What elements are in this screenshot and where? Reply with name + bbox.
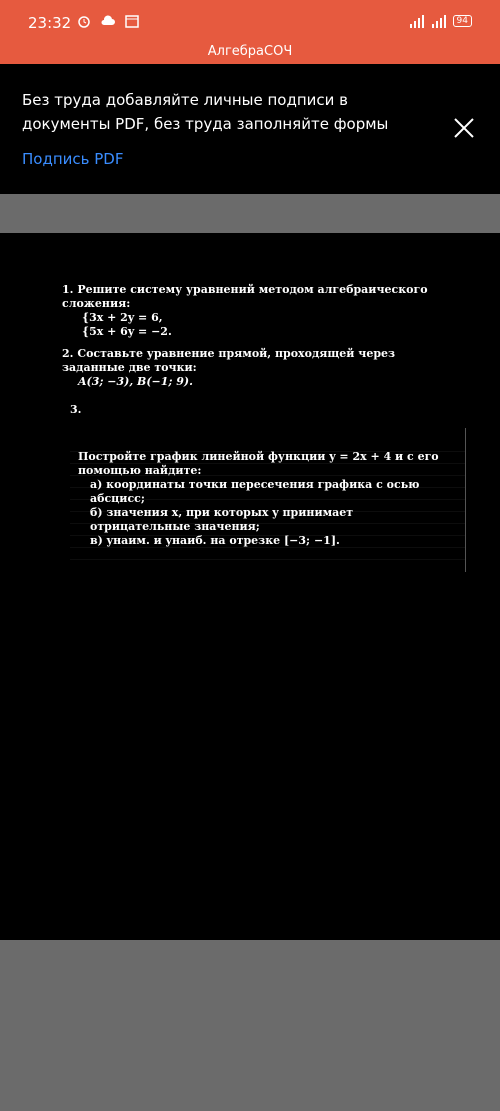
question-3: Постройте график линейной функции y = 2x + 4 и с его помощью найдите:	[78, 450, 439, 477]
calendar-icon	[124, 13, 140, 29]
pdf-banner	[0, 64, 500, 194]
sign-pdf-link[interactable]: Подпись PDF	[22, 150, 124, 168]
app-title: АлгебраСОЧ	[0, 42, 500, 64]
question-3-c: в) yнаим. и yнаиб. на отрезке [−3; −1].	[90, 534, 340, 547]
signal-icon	[409, 13, 425, 29]
equation-2: {5x + 6y = −2.	[82, 325, 172, 338]
close-icon[interactable]	[452, 116, 476, 140]
signal-4g-icon	[431, 13, 447, 29]
question-3-a: а) координаты точки пересечения графика с осью абсцисс;	[90, 478, 420, 505]
question-3-b: б) значения x, при которых y принимает отрицательные значения;	[90, 506, 354, 533]
bottom-gray-area	[0, 940, 500, 1111]
cloud-icon	[100, 13, 116, 29]
question-3-text	[78, 450, 450, 548]
status-icons-right	[409, 13, 472, 29]
document-page	[0, 233, 500, 940]
status-icons-left	[76, 13, 140, 29]
question-2: 2. Составьте уравнение прямой, проходящей через заданные две точки:	[62, 347, 396, 374]
status-bar	[0, 0, 500, 42]
question-1: 1. Решите систему уравнений методом алгебраического сложения:	[62, 283, 428, 310]
question-2-points: A(3; −3), B(−1; 9).	[78, 375, 193, 388]
equation-1: {3x + 2y = 6,	[82, 311, 163, 324]
top-gray-area	[0, 194, 500, 233]
battery-indicator: 94	[453, 15, 472, 27]
status-time: 23:32	[28, 14, 72, 32]
question-3-number: 3.	[70, 403, 82, 416]
banner-message: Без труда добавляйте личные подписи в документы PDF, без труда заполняйте формы	[22, 91, 389, 133]
alarm-icon	[76, 13, 92, 29]
task-list	[62, 283, 442, 417]
